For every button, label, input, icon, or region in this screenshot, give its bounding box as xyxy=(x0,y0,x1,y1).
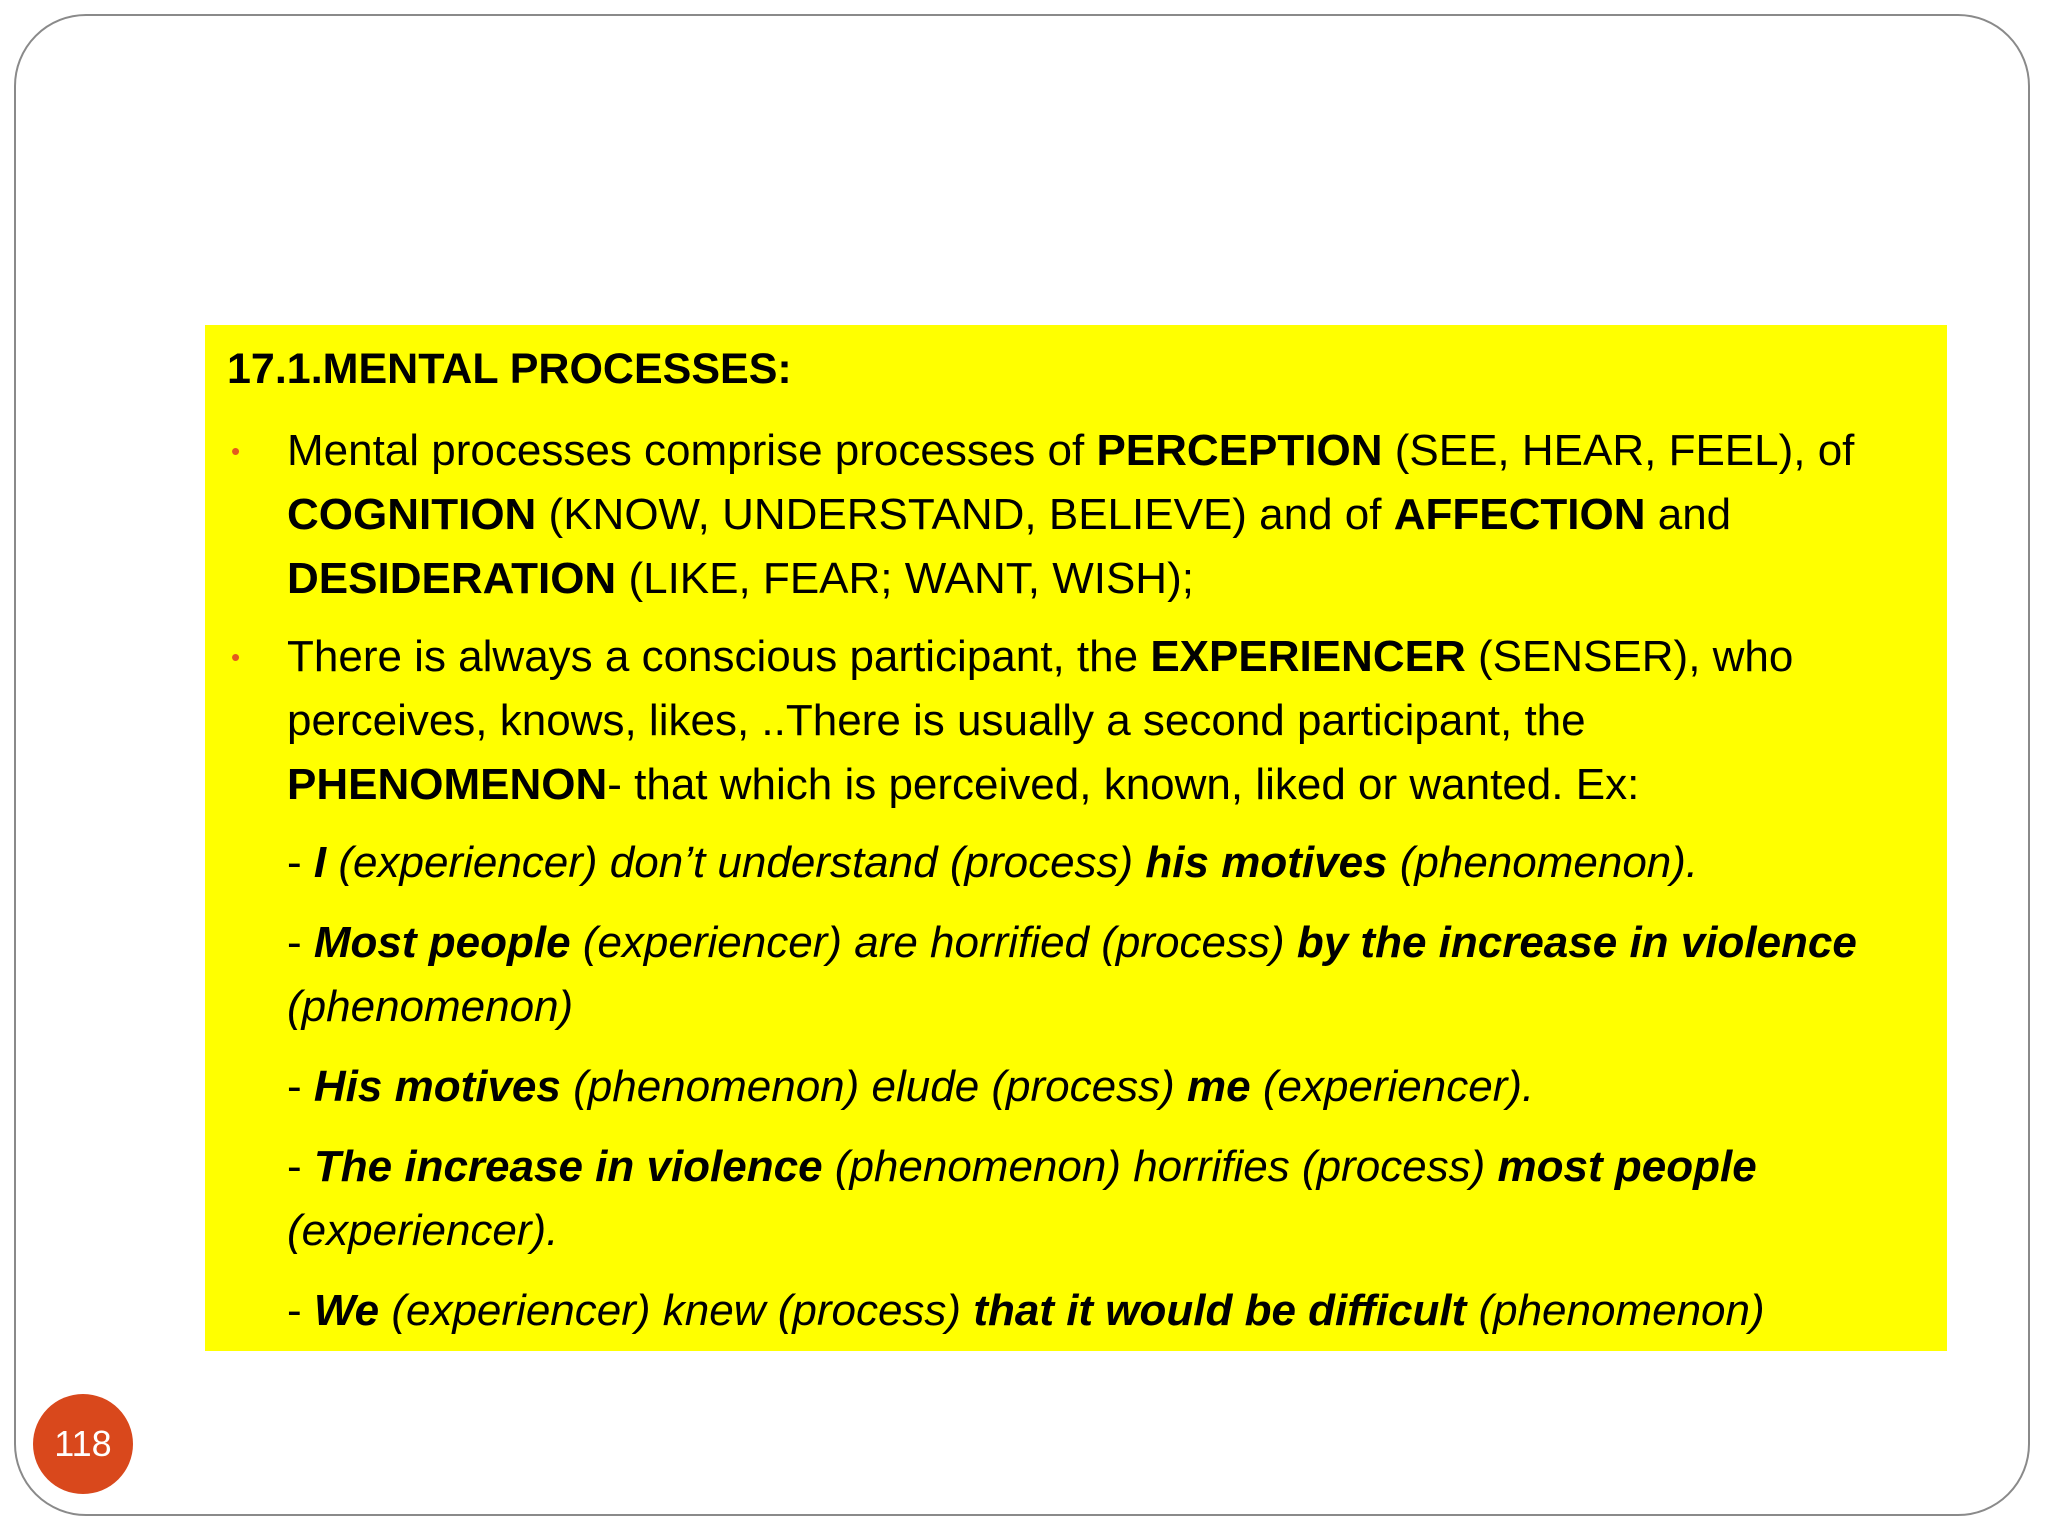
example-dash: - xyxy=(287,1286,314,1335)
bullet-text: Mental processes comprise processes of xyxy=(287,426,1097,475)
bullet-text: and xyxy=(1645,490,1732,539)
example-dash: - xyxy=(287,1062,314,1111)
example-emphasis: me xyxy=(1187,1062,1251,1111)
bullet-text: There is always a conscious participant, the xyxy=(287,632,1151,681)
bullet-item-mental-processes xyxy=(227,419,1927,611)
example-text: (phenomenon). xyxy=(1387,838,1699,887)
term-affection: AFFECTION xyxy=(1393,490,1646,539)
slide-heading: 17.1.MENTAL PROCESSES: xyxy=(227,345,792,393)
example-line xyxy=(227,1279,1927,1343)
term-experiencer: EXPERIENCER xyxy=(1150,632,1466,681)
example-text: (phenomenon) elude (process) xyxy=(560,1062,1187,1111)
example-line xyxy=(227,911,1927,1039)
bullet-marker: • xyxy=(231,436,241,466)
example-line xyxy=(227,1055,1927,1119)
example-text: (experiencer) are horrified (process) xyxy=(570,918,1297,967)
page-number-badge: 118 xyxy=(33,1394,133,1494)
example-text: (phenomenon) horrifies (process) xyxy=(822,1142,1498,1191)
example-line xyxy=(227,831,1927,895)
bullet-text: (LIKE, FEAR; WANT, WISH); xyxy=(616,554,1194,603)
example-text: (phenomenon) xyxy=(287,982,574,1031)
term-desideration: DESIDERATION xyxy=(287,554,617,603)
example-emphasis: His motives xyxy=(313,1062,561,1111)
example-dash: - xyxy=(287,1142,314,1191)
example-text: (experiencer). xyxy=(1250,1062,1535,1111)
bullet-text: (SEE, HEAR, FEEL), of xyxy=(1382,426,1855,475)
example-emphasis: that it would be difficult xyxy=(973,1286,1467,1335)
example-emphasis: his motives xyxy=(1145,838,1388,887)
example-emphasis: Most people xyxy=(313,918,571,967)
bullet-text: - that which is perceived, known, liked or wanted. Ex: xyxy=(607,760,1640,809)
example-dash: - xyxy=(287,918,314,967)
bullet-marker: • xyxy=(231,642,241,672)
example-text: (experiencer). xyxy=(287,1206,559,1255)
term-perception: PERCEPTION xyxy=(1096,426,1383,475)
bullet-text: (SENSER), who perceives, knows, likes, ..There is usually a second participant, the xyxy=(287,632,1794,745)
example-dash: - xyxy=(287,838,314,887)
bullet-text: (KNOW, UNDERSTAND, BELIEVE) and of xyxy=(536,490,1394,539)
example-emphasis: We xyxy=(313,1286,380,1335)
example-emphasis: The increase in violence xyxy=(313,1142,823,1191)
example-text: (experiencer) don’t understand (process) xyxy=(326,838,1146,887)
slide-content-box xyxy=(205,325,1947,1351)
example-emphasis: I xyxy=(313,838,327,887)
example-text: (experiencer) knew (process) xyxy=(379,1286,974,1335)
bullet-item-participants xyxy=(227,625,1927,817)
example-text: (phenomenon) xyxy=(1466,1286,1765,1335)
term-cognition: COGNITION xyxy=(287,490,537,539)
example-emphasis: by the increase in violence xyxy=(1296,918,1857,967)
term-phenomenon: PHENOMENON xyxy=(287,760,608,809)
example-emphasis: most people xyxy=(1497,1142,1757,1191)
example-line xyxy=(227,1135,1927,1263)
